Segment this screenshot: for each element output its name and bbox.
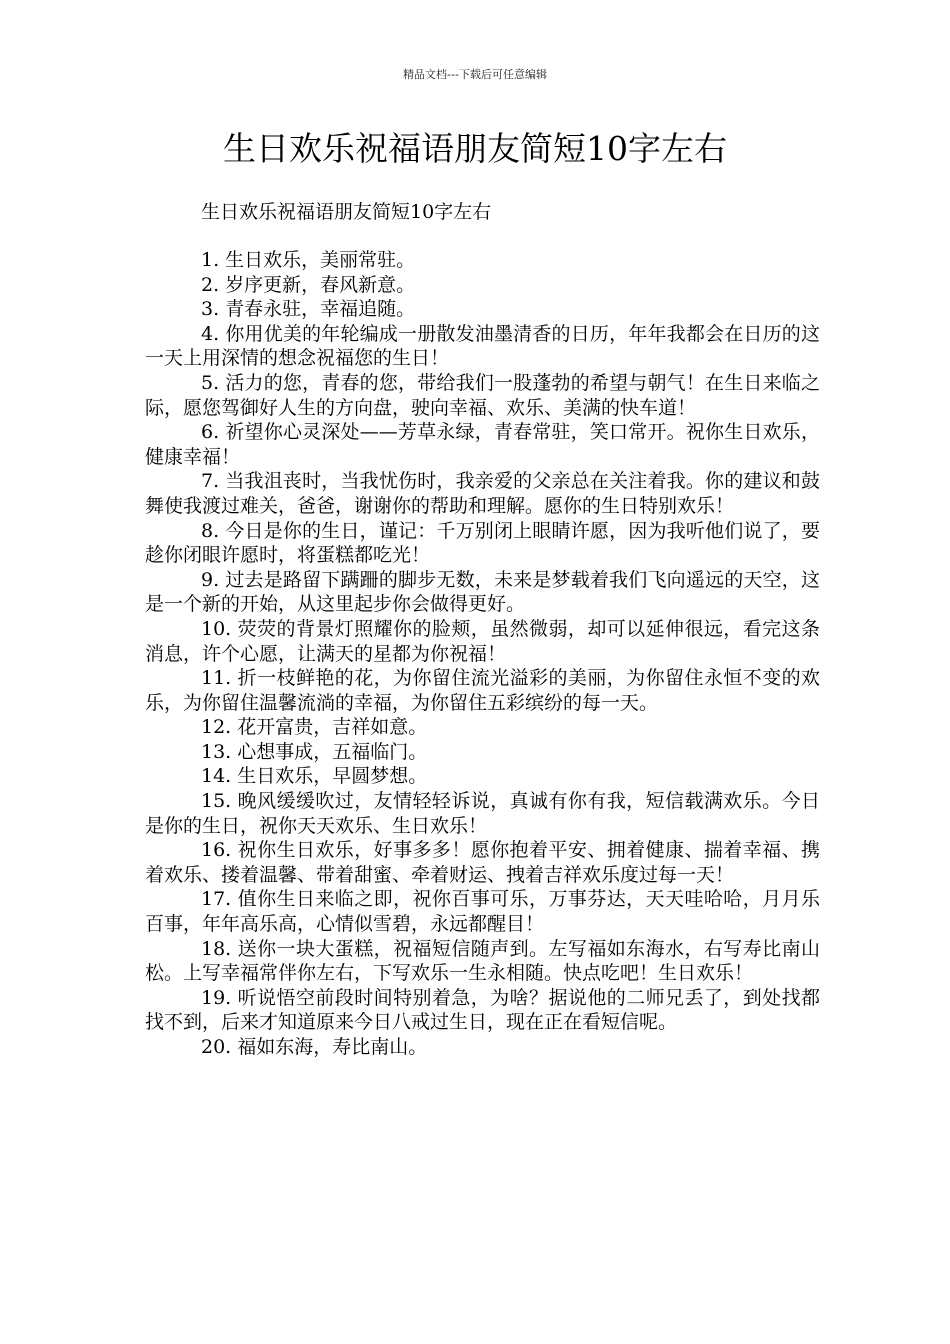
- list-item: 13. 心想事成，五福临门。: [201, 740, 428, 763]
- list-item: 2. 岁序更新，春风新意。: [201, 273, 416, 296]
- list-item: 15. 晚风缓缓吹过，友情轻轻诉说，真诚有你有我，短信载满欢乐。今日是你的生日，祝你天天欢乐、生日欢乐！: [145, 790, 820, 837]
- list-item: 10. 荧荧的背景灯照耀你的脸颊，虽然微弱，却可以延伸很远，看完这条消息，许个心愿，让满天的星都为你祝福！: [145, 617, 820, 665]
- list-item: 6. 祈望你心灵深处——芳草永绿，青春常驻，笑口常开。祝你生日欢乐，健康幸福！: [145, 421, 820, 468]
- list-item: 4. 你用优美的年轮编成一册散发油墨清香的日历，年年我都会在日历的这一天上用深情的想念祝福您的生日！: [145, 322, 820, 370]
- list-item: 9. 过去是路留下蹒跚的脚步无数，未来是梦载着我们飞向遥远的天空，这是一个新的开始，从这里起步你会做得更好。: [145, 568, 820, 616]
- list-item: 5. 活力的您，青春的您，带给我们一股蓬勃的希望与朝气！在生日来临之际，愿您驾御好人生的方向盘，驶向幸福、欢乐、美满的快车道！: [145, 371, 820, 419]
- list-item: 7. 当我沮丧时，当我忧伤时，我亲爱的父亲总在关注着我。你的建议和鼓舞使我渡过难关，爸爸，谢谢你的帮助和理解。愿你的生日特别欢乐！: [145, 470, 820, 517]
- wish-list: [145, 248, 820, 1060]
- list-item: 18. 送你一块大蛋糕，祝福短信随声到。左写福如东海水，右写寿比南山松。上写幸福常伴你左右，下写欢乐一生永相随。快点吃吧！生日欢乐！: [145, 937, 820, 985]
- list-item: 11. 折一枝鲜艳的花，为你留住流光溢彩的美丽，为你留住永恒不变的欢乐，为你留住温馨流淌的幸福，为你留住五彩缤纷的每一天。: [145, 667, 820, 714]
- list-item: 3. 青春永驻，幸福追随。: [201, 298, 416, 321]
- list-item: 12. 花开富贵，吉祥如意。: [201, 716, 428, 739]
- page-header: 精品文档---下载后可任意编辑: [403, 68, 547, 81]
- document-title: 生日欢乐祝福语朋友简短10字左右: [223, 129, 727, 168]
- list-item: 14. 生日欢乐，早圆梦想。: [201, 765, 428, 788]
- document-subtitle: 生日欢乐祝福语朋友简短10字左右: [201, 201, 492, 223]
- list-item: 8. 今日是你的生日，谨记：千万别闭上眼睛许愿，因为我听他们说了，要趁你闭眼许愿时，将蛋糕都吃光！: [145, 519, 820, 567]
- list-item: 19. 听说悟空前段时间特别着急，为啥？据说他的二师兄丢了，到处找都找不到，后来才知道原来今日八戒过生日，现在正在看短信呢。: [145, 986, 820, 1034]
- list-item: 17. 值你生日来临之即，祝你百事可乐，万事芬达，天天哇哈哈，月月乐百事，年年高乐高，心情似雪碧，永远都醒目！: [145, 888, 820, 936]
- list-item: 16. 祝你生日欢乐，好事多多！愿你抱着平安、拥着健康、揣着幸福、携着欢乐、搂着温馨、带着甜蜜、牵着财运、拽着吉祥欢乐度过每一天！: [145, 839, 820, 886]
- list-item: 1. 生日欢乐，美丽常驻。: [201, 249, 416, 271]
- list-item: 20. 福如东海，寿比南山。: [201, 1036, 428, 1058]
